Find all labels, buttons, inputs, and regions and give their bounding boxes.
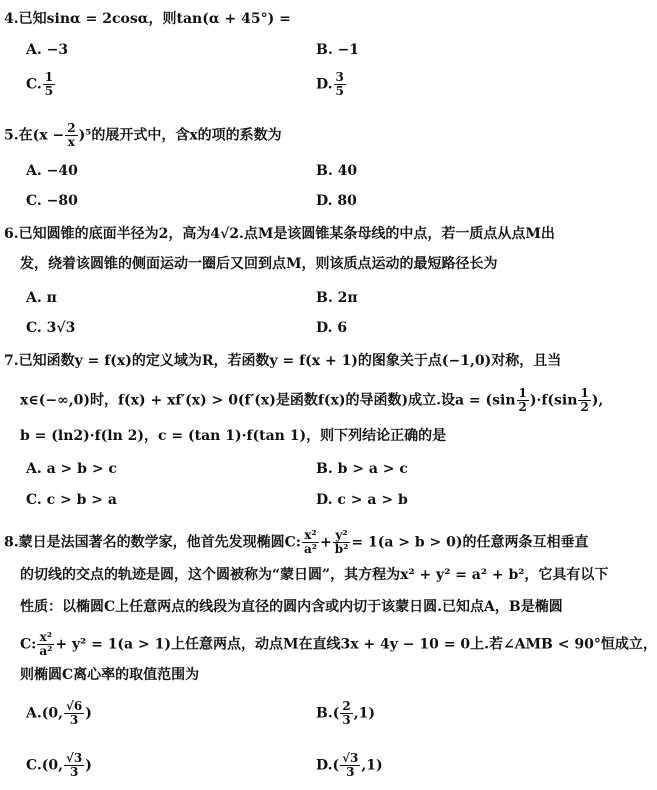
q5-option-b: B. 40: [316, 163, 358, 179]
q5-stem: 5.在(x − $\frac{2}{x}$ )⁵的展开式中，含x的项的系数为: [4, 121, 282, 149]
q7-stem-line-2: x∈(−∞,0)时，f(x) + xf′(x) > 0(f′(x)是函数f(x)的导函数)成立.设a = (sin $\frac{1}{2}$ )·f(sin $\frac{1}{2}$ ),: [20, 386, 604, 414]
q8-stem-line-2: 的切线的交点的轨迹是圆，这个圆被称为“蒙日圆”，其方程为x² + y² = a² + b²，它具有以下: [20, 567, 609, 583]
q6-stem-line-1: 6.已知圆锥的底面半径为2，高为4√2.点M是该圆锥某条母线的中点，若一质点从点M出: [4, 226, 555, 242]
q4-option-b: B. −1: [316, 42, 360, 58]
q6-option-a: A. π: [26, 290, 57, 306]
q7-stem-line-3: b = (ln2)·f(ln 2)，c = (tan 1)·f(tan 1)，则下列结论正确的是: [20, 428, 447, 444]
q8-option-d: D.( $\frac{√3}{3}$ ,1): [316, 751, 383, 779]
q8-stem-line-1: 8.蒙日是法国著名的数学家，他首先发现椭圆C: $\frac{\text{x²}}{\text{a²}}$ + $\frac{\text{y²}}{\text{b²}}$ = 1(a > b > 0)的任意两条互相垂直: [4, 528, 589, 556]
q6-option-b: B. 2π: [316, 290, 358, 306]
q6-option-c: C. 3√3: [26, 320, 76, 336]
q7-option-d: D. c > a > b: [316, 492, 408, 508]
q4-option-c: C. $\frac{1}{5}$: [26, 70, 54, 98]
q8-option-c: C.(0, $\frac{√3}{3}$ ): [26, 751, 92, 779]
q4-option-d: D. $\frac{3}{5}$: [316, 70, 344, 98]
q8-option-a: A.(0, $\frac{√6}{3}$ ): [26, 699, 92, 727]
q8-option-b: B.( $\frac{2}{3}$ ,1): [316, 699, 375, 727]
q7-option-c: C. c > b > a: [26, 492, 117, 508]
q5-option-c: C. −80: [26, 193, 78, 209]
q6-option-d: D. 6: [316, 320, 348, 336]
q7-option-a: A. a > b > c: [26, 461, 117, 477]
q8-stem-line-5: 则椭圆C离心率的取值范围为: [20, 667, 200, 683]
q4-option-a: A. −3: [26, 42, 69, 58]
q6-stem-line-2: 发，绕着该圆锥的侧面运动一圈后又回到点M，则该质点运动的最短路径长为: [20, 256, 498, 272]
q7-stem-line-1: 7.已知函数y = f(x)的定义域为R，若函数y = f(x + 1)的图象关于点(−1,0)对称，且当: [4, 353, 562, 369]
q8-stem-line-3: 性质：以椭圆C上任意两点的线段为直径的圆内含或内切于该蒙日圆.已知点A，B是椭圆: [20, 599, 563, 615]
q5-option-a: A. −40: [26, 163, 78, 179]
q4-stem: 4.已知sinα = 2cosα，则tan(α + 45°) =: [4, 11, 291, 27]
q8-stem-line-4: C: $\frac{\text{x²}}{\text{a²}}$ + y² = 1(a > 1)上任意两点，动点M在直线3x + 4y − 10 = 0上.若∠AMB < 90°恒成立，: [20, 630, 657, 658]
q7-option-b: B. b > a > c: [316, 461, 408, 477]
q5-option-d: D. 80: [316, 193, 357, 209]
